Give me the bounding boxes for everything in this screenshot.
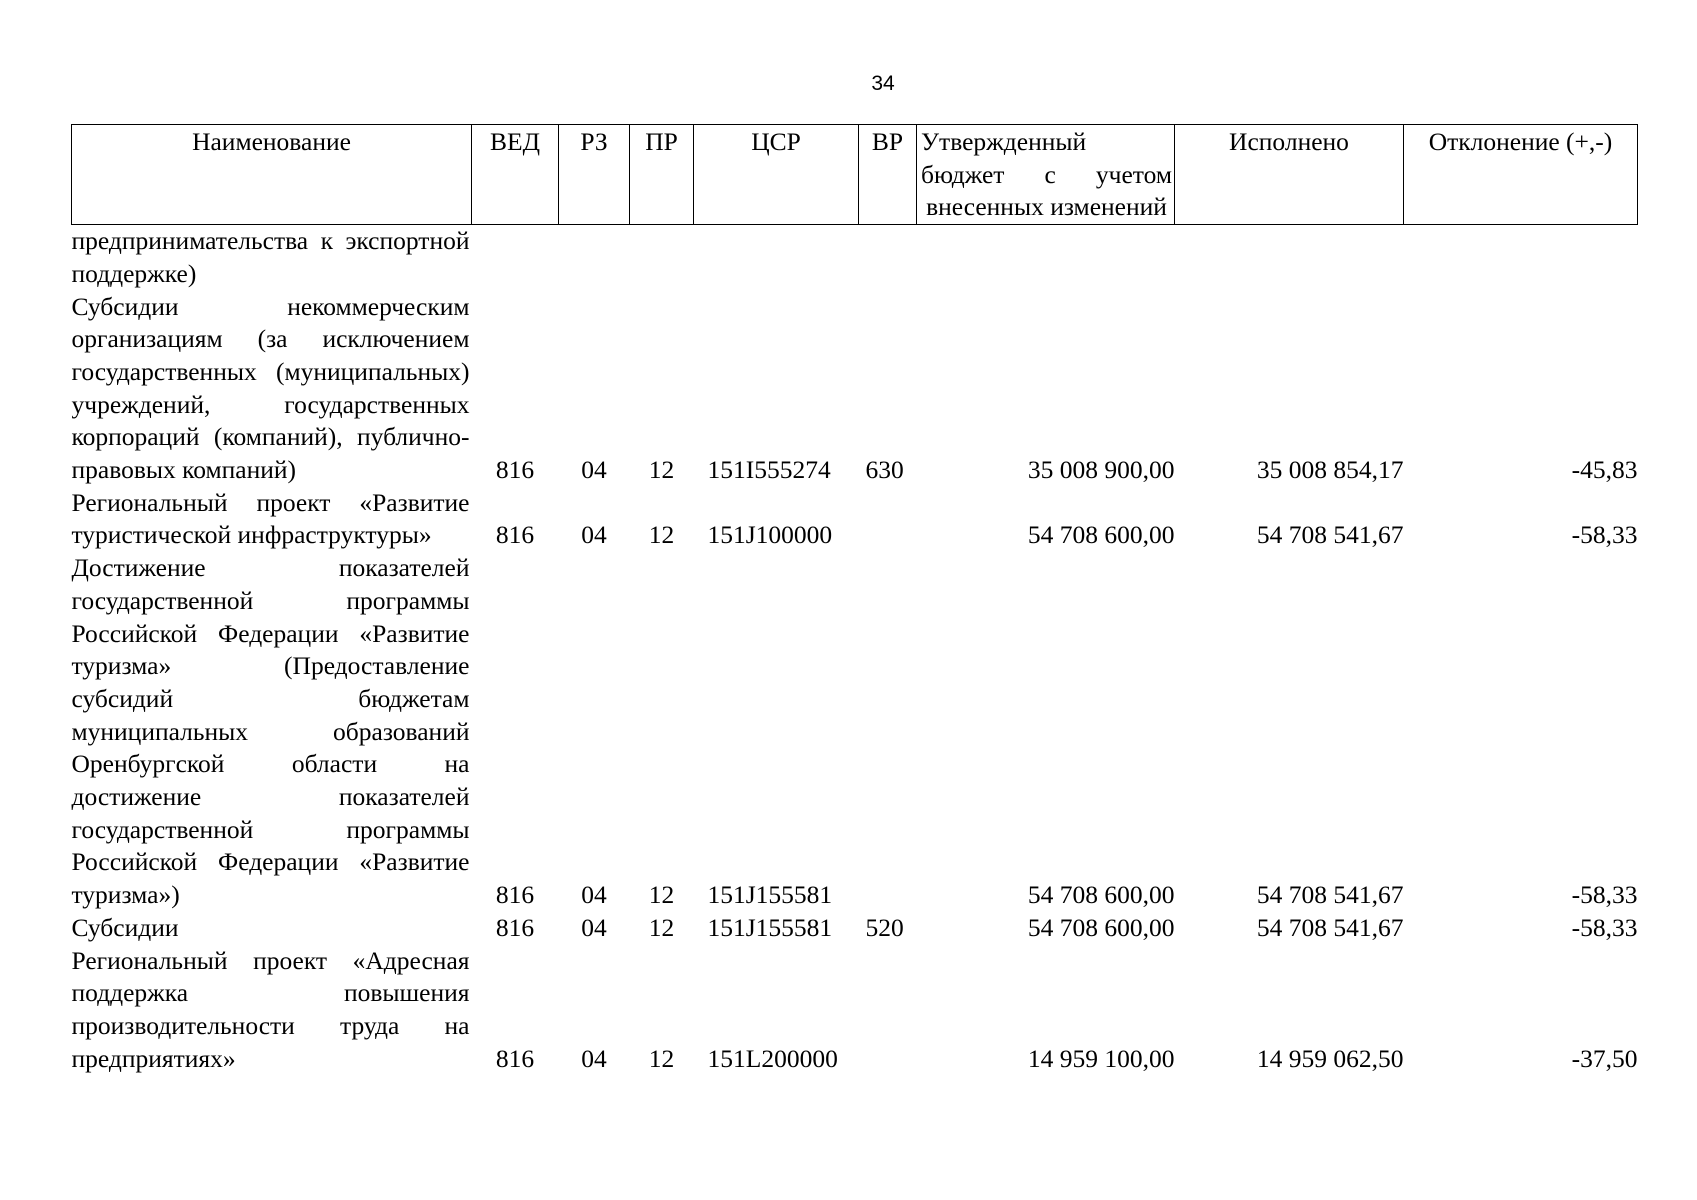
cell-vr xyxy=(859,225,917,291)
cell-executed: 35 008 854,17 xyxy=(1256,455,1404,485)
cell-approved: 14 959 100,00 xyxy=(1027,1043,1175,1073)
cell-pr xyxy=(630,225,694,291)
cell-approved: 54 708 600,00 xyxy=(1027,520,1175,550)
cell-csr: 151J100000 xyxy=(707,520,833,550)
cell-vr: 520 xyxy=(865,912,904,942)
header-approved-budget: Утвержденный бюджет с учетом внесенных изменений xyxy=(917,125,1175,225)
header-vr: ВР xyxy=(859,125,917,225)
cell-deviation xyxy=(1404,225,1638,291)
cell-deviation: -45,83 xyxy=(1571,455,1638,485)
header-ved: ВЕД xyxy=(472,125,559,225)
cell-pr: 12 xyxy=(648,912,675,942)
cell-name: Субсидии xyxy=(71,912,179,942)
cell-pr: 12 xyxy=(648,520,675,550)
cell-executed: 54 708 541,67 xyxy=(1256,880,1404,910)
cell-csr xyxy=(694,225,859,291)
table-row xyxy=(72,487,1638,552)
cell-ved: 816 xyxy=(495,455,535,485)
cell-executed: 54 708 541,67 xyxy=(1256,520,1404,550)
cell-vr: 630 xyxy=(865,455,904,485)
table-body xyxy=(72,225,1638,1076)
cell-pr: 12 xyxy=(648,1043,675,1073)
cell-executed xyxy=(1175,225,1404,291)
table-row xyxy=(72,225,1638,291)
cell-rz xyxy=(559,225,630,291)
cell-ved: 816 xyxy=(495,912,535,942)
cell-deviation: -58,33 xyxy=(1571,912,1638,942)
header-name: Наименование xyxy=(72,125,472,225)
cell-pr: 12 xyxy=(648,455,675,485)
table-row xyxy=(72,912,1638,945)
page-number: 34 xyxy=(871,72,895,95)
header-rz: РЗ xyxy=(559,125,630,225)
table-row xyxy=(72,291,1638,487)
cell-vr xyxy=(859,945,917,1076)
cell-ved: 816 xyxy=(495,520,535,550)
cell-rz: 04 xyxy=(581,1043,607,1073)
cell-csr: 151J155581 xyxy=(707,880,833,910)
cell-csr: 151L200000 xyxy=(707,1043,838,1073)
cell-csr: 151J155581 xyxy=(707,912,833,942)
cell-ved xyxy=(472,225,559,291)
cell-approved xyxy=(917,225,1175,291)
cell-rz: 04 xyxy=(581,520,607,550)
cell-rz: 04 xyxy=(581,880,607,910)
cell-approved: 35 008 900,00 xyxy=(1027,455,1175,485)
cell-name: предпринимательства к экспортной поддержке) xyxy=(71,226,470,288)
cell-executed: 14 959 062,50 xyxy=(1256,1043,1404,1073)
table-row xyxy=(72,552,1638,912)
cell-deviation: -58,33 xyxy=(1571,880,1638,910)
cell-name: Достижение показателей государственной программы Российской Федерации «Развитие туризма» (Предоставление субсидий бюджетам муниципальных образований Оренбургской области на достижение показателей государственной программы Российской Федерации «Развитие туризма») xyxy=(71,553,470,910)
cell-vr xyxy=(859,487,917,552)
budget-execution-table xyxy=(71,124,1638,1075)
cell-name: Субсидии некоммерческим организациям (за исключением государственных (муниципальных) учреждений, государственных корпораций (компаний), публично-правовых компаний) xyxy=(71,291,470,485)
cell-rz: 04 xyxy=(581,455,607,485)
header-deviation: Отклонение (+,-) xyxy=(1404,125,1638,225)
cell-approved: 54 708 600,00 xyxy=(1027,912,1175,942)
cell-executed: 54 708 541,67 xyxy=(1256,912,1404,942)
table-header xyxy=(72,125,1638,225)
cell-vr xyxy=(859,552,917,912)
cell-approved: 54 708 600,00 xyxy=(1027,880,1175,910)
cell-ved: 816 xyxy=(495,1043,535,1073)
cell-rz: 04 xyxy=(581,912,607,942)
cell-ved: 816 xyxy=(495,880,535,910)
header-executed: Исполнено xyxy=(1175,125,1404,225)
cell-pr: 12 xyxy=(648,880,675,910)
header-pr: ПР xyxy=(630,125,694,225)
header-row xyxy=(72,125,1638,225)
cell-deviation: -37,50 xyxy=(1571,1043,1638,1073)
table-row xyxy=(72,945,1638,1076)
header-csr: ЦСР xyxy=(694,125,859,225)
cell-csr: 151I555274 xyxy=(707,455,831,485)
cell-name: Региональный проект «Развитие туристической инфраструктуры» xyxy=(71,487,470,550)
cell-name: Региональный проект «Адресная поддержка повышения производительности труда на предприятиях» xyxy=(71,945,470,1073)
cell-deviation: -58,33 xyxy=(1571,520,1638,550)
